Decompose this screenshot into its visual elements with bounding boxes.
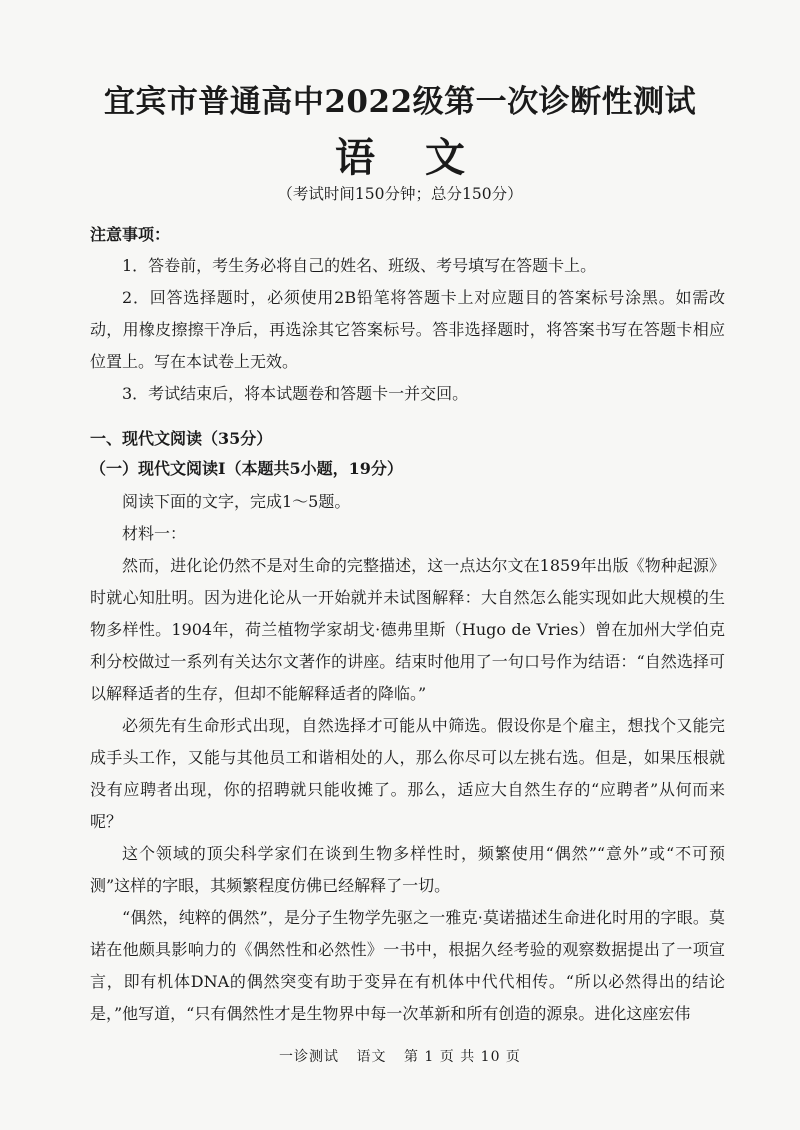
section-subheading: （一）现代文阅读Ⅰ（本题共5小题，19分） [90, 459, 403, 478]
notice-item-2: 2．回答选择题时，必须使用2B铅笔将答题卡上对应题目的答案标号涂黑。如需改动，用橡皮擦擦干净后，再选涂其它答案标号。答非选择题时，将答案书写在答题卡相应位置上。写在本试卷上无效。 [90, 288, 725, 371]
exam-time-info: （考试时间150分钟；总分150分） [277, 185, 523, 203]
notice-item-1: 1．答卷前，考生务必将自己的姓名、班级、考号填写在答题卡上。 [122, 256, 597, 275]
section-heading: 一、现代文阅读（35分） [90, 429, 273, 448]
reading-passage [90, 486, 725, 1030]
passage-paragraph: 这个领域的顶尖科学家们在谈到生物多样性时，频繁使用“偶然”“意外”或“不可预测”这样的字眼，其频繁程度仿佛已经解释了一切。 [90, 844, 725, 895]
subject-title: 语文 [335, 134, 515, 181]
footer-page-number: 第 1 页 共 10 页 [403, 1049, 521, 1065]
reading-instruction: 阅读下面的文字，完成1～5题。 [122, 492, 351, 511]
notice-item-3: 3．考试结束后，将本试题卷和答题卡一并交回。 [122, 384, 469, 403]
notice-heading: 注意事项： [90, 225, 171, 244]
material-label: 材料一： [122, 524, 187, 543]
notice-list [90, 250, 725, 410]
passage-paragraph: 然而，进化论仍然不是对生命的完整描述，这一点达尔文在1859年出版《物种起源》时就心知肚明。因为进化论从一开始就并未试图解释：大自然怎么能实现如此大规模的生物多样性。1904年，荷兰植物学家胡戈·德弗里斯（Hugo de Vries）曾在加州大学伯克利分校做过一系列有关达尔文著作的讲座。结束时他用了一句口号作为结语：“自然选择可以解释适者的生存，但却不能解释适者的降临。” [90, 556, 725, 703]
page-footer [0, 1046, 800, 1066]
exam-title: 宜宾市普通高中2022级第一次诊断性测试 [103, 84, 697, 120]
passage-paragraph: “偶然，纯粹的偶然”，是分子生物学先驱之一雅克·莫诺描述生命进化时用的字眼。莫诺在他颇具影响力的《偶然性和必然性》一书中，根据久经考验的观察数据提出了一项宣言，即有机体DNA的偶然突变有助于变异在有机体中代代相传。“所以必然得出的结论是，”他写道，“只有偶然性才是生物界中每一次革新和所有创造的源泉。进化这座宏伟 [90, 908, 725, 1023]
footer-subject: 语文 [356, 1049, 387, 1065]
footer-exam: 一诊测试 [279, 1049, 340, 1065]
passage-paragraph: 必须先有生命形式出现，自然选择才可能从中筛选。假设你是个雇主，想找个又能完成手头工作，又能与其他员工和谐相处的人，那么你尽可以左挑右选。但是，如果压根就没有应聘者出现，你的招聘就只能收摊了。那么，适应大自然生存的“应聘者”从何而来呢？ [90, 716, 725, 831]
